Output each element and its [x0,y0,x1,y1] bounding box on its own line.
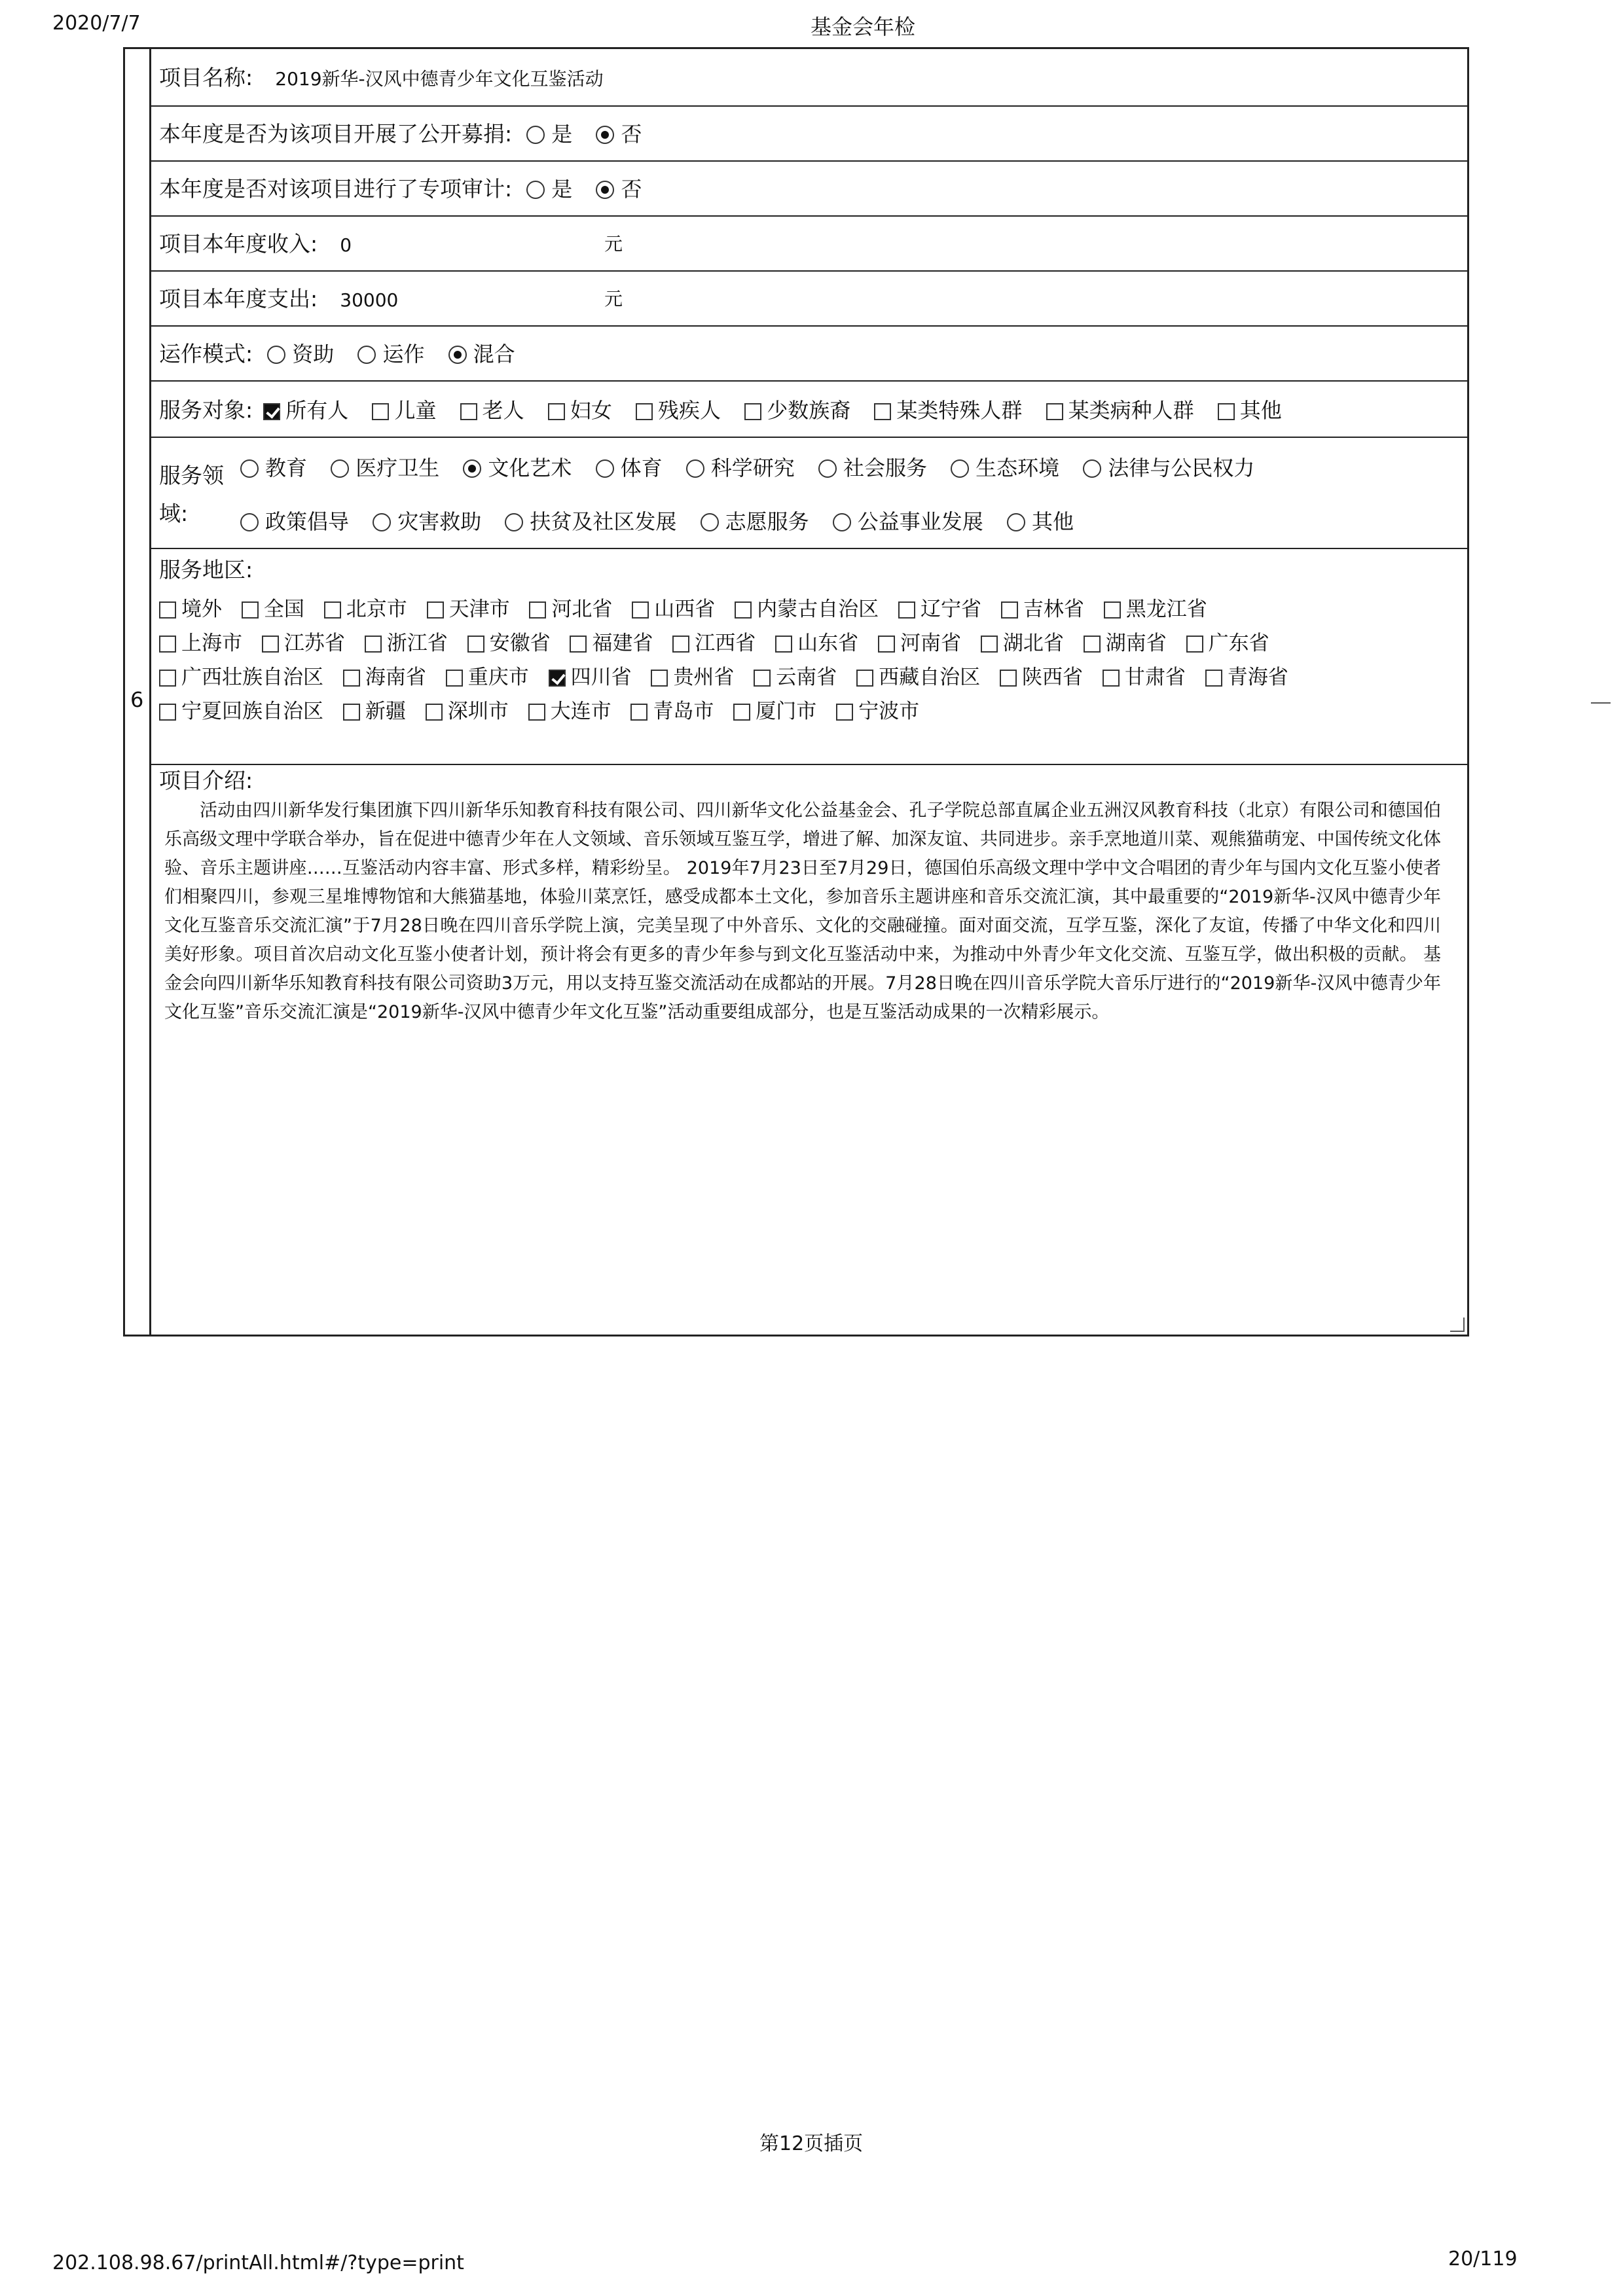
project-name-value: 2019新华-汉风中德青少年文化互鉴活动 [275,68,604,90]
page-title: 基金会年检 [811,14,916,39]
print-date: 2020/7/7 [52,12,141,35]
checkbox[interactable] [1104,601,1121,619]
row-number: 6 [130,687,144,712]
checkbox[interactable] [1205,670,1222,687]
income-value: 0 [340,234,352,256]
checkbox[interactable] [529,601,546,619]
checkbox[interactable] [324,601,341,619]
checkbox[interactable] [1218,403,1235,420]
checkbox[interactable] [1103,670,1120,687]
project-name-label: 项目名称: [159,65,253,90]
resize-handle[interactable] [1450,1318,1465,1332]
checkbox[interactable] [460,403,477,420]
checkbox[interactable] [467,636,484,653]
operation-mode-row: 运作模式: 资助 运作 混合 [151,327,1467,382]
service-field-label-1: 服务领 [159,463,224,488]
radio[interactable] [1083,459,1101,478]
checkbox[interactable] [874,403,891,420]
radio-operation[interactable] [357,346,376,364]
checkbox[interactable] [159,704,176,721]
checkbox[interactable] [570,636,587,653]
checkbox-checked[interactable] [263,403,280,420]
checkbox[interactable] [898,601,915,619]
checkbox[interactable] [636,403,653,420]
project-intro-label: 项目介绍: [159,768,253,793]
radio-selected[interactable] [463,459,481,478]
checkbox[interactable] [651,670,668,687]
service-target-row: 服务对象: 所有人 儿童 老人 妇女 残疾人 少数族裔 某类特殊人群 某类病种人群 其他 [151,382,1467,438]
radio[interactable] [240,513,259,531]
radio[interactable] [373,513,391,531]
service-region-label: 服务地区: [159,557,253,583]
checkbox[interactable] [426,704,443,721]
radio-no-selected[interactable] [596,181,614,199]
radio-yes[interactable] [526,181,545,199]
checkbox[interactable] [159,601,176,619]
project-intro-row [151,765,1467,1335]
public-fundraising-row: 本年度是否为该项目开展了公开募捐: 是 否 [151,107,1467,162]
project-name-row [151,49,1467,107]
radio[interactable] [505,513,523,531]
public-fundraising-label: 本年度是否为该项目开展了公开募捐: [159,121,513,147]
checkbox[interactable] [1046,403,1063,420]
checkbox[interactable] [548,403,565,420]
checkbox[interactable] [672,636,689,653]
radio-funding[interactable] [267,346,285,364]
checkbox[interactable] [1001,601,1018,619]
special-audit-label: 本年度是否对该项目进行了专项审计: [159,176,513,202]
special-audit-row: 本年度是否对该项目进行了专项审计: 是 否 [151,162,1467,217]
expense-label: 项目本年度支出: [159,286,318,312]
expense-row [151,272,1467,327]
income-row [151,217,1467,272]
checkbox[interactable] [372,403,389,420]
checkbox[interactable] [159,670,176,687]
checkbox[interactable] [242,601,259,619]
checkbox[interactable] [343,704,360,721]
insert-page-label: 第12页插页 [759,2132,864,2155]
service-field-row: 服务领 域: 教育 医疗卫生 文化艺术 体育 科学研究 社会服务 生态环境 法律与公民权力 政策倡导 灾害救助 扶贫及社区发展 志愿服务 公益事业发展 其他 [151,438,1467,549]
checkbox[interactable] [630,704,647,721]
margin-mark [1591,702,1611,704]
checkbox[interactable] [343,670,360,687]
checkbox[interactable] [528,704,545,721]
income-unit: 元 [604,233,623,255]
radio[interactable] [686,459,704,478]
radio-no-selected[interactable] [596,126,614,144]
checkbox[interactable] [744,403,761,420]
radio[interactable] [240,459,259,478]
page-counter: 20/119 [1448,2248,1518,2270]
checkbox[interactable] [878,636,895,653]
service-field-label-2: 域: [159,501,189,526]
expense-value: 30000 [340,289,399,311]
service-region-row: 服务地区: 境外 全国 北京市 天津市 河北省 山西省 内蒙古自治区 辽宁省 吉林省 黑龙江省 上海市 江苏省 浙江省 安徽省 福建省 江西省 山东省 河南省 湖北省 湖南省 广东省 广西壮族自治区 海南省 重庆市 四川省 贵州省 云南省 西藏自治区 陕西省 甘肃省 青海省 宁夏回族自治区 新疆 深圳市 大连市 青岛市 厦门市 宁波市 [151,549,1467,765]
checkbox[interactable] [754,670,771,687]
radio[interactable] [596,459,614,478]
checkbox[interactable] [836,704,853,721]
page-url: 202.108.98.67/printAll.html#/?type=print [52,2251,464,2274]
radio[interactable] [701,513,719,531]
checkbox[interactable] [733,704,750,721]
checkbox[interactable] [262,636,279,653]
checkbox[interactable] [981,636,998,653]
checkbox-checked[interactable] [549,670,566,687]
expense-unit: 元 [604,288,623,310]
radio[interactable] [833,513,851,531]
checkbox[interactable] [632,601,649,619]
project-form [123,47,1469,1336]
checkbox[interactable] [1186,636,1203,653]
checkbox[interactable] [427,601,444,619]
checkbox[interactable] [735,601,752,619]
income-label: 项目本年度收入: [159,231,318,257]
checkbox[interactable] [1084,636,1101,653]
checkbox[interactable] [1000,670,1017,687]
radio-yes[interactable] [526,126,545,144]
operation-mode-label: 运作模式: [159,341,253,367]
service-target-label: 服务对象: [159,397,253,423]
checkbox[interactable] [365,636,382,653]
radio[interactable] [951,459,969,478]
radio[interactable] [331,459,349,478]
checkbox[interactable] [159,636,176,653]
row-number-column [125,49,151,1335]
project-intro-text: 活动由四川新华发行集团旗下四川新华乐知教育科技有限公司、四川新华文化公益基金会、孔子学院总部直属企业五洲汉风教育科技（北京）有限公司和德国伯乐高级文理中学联合举办，旨在促进中德青少年在人文领域、音乐领域互鉴互学，增进了解、加深友谊、共同进步。亲手烹地道川菜、观熊猫萌宠、中国传统文化体验、音乐主题讲座……互鉴活动内容丰富、形式多样，精彩纷呈。 2019年7月23日至7月29日，德国伯乐高级文理中学中文合唱团的青少年与国内文化互鉴小使者们相聚四川，参观三星堆博物馆和大熊猫基地，体验川菜烹饪，感受成都本土文化，参加音乐主题讲座和音乐交流汇演，其中最重要的“2019新华-汉风中德青少年文化互鉴音乐交流汇演”于7月28日晚在四川音乐学院上演，完美呈现了中外音乐、文化的交融碰撞。面对面交流，互学互鉴，深化了友谊，传播了中华文化和四川美好形象。项目首次启动文化互鉴小使者计划，预计将会有更多的青少年参与到文化互鉴活动中来，为推动中外青少年文化交流、互鉴互学，做出积极的贡献。 基金会向四川新华乐知教育科技有限公司资助3万元，用以支持互鉴交流活动在成都站的开展。7月28日晚在四川音乐学院大音乐厅进行的“2019新华-汉风中德青少年文化互鉴”音乐交流汇演是“2019新华-汉风中德青少年文化互鉴”活动重要组成部分，也是互鉴活动成果的一次精彩展示。 [164,800,1441,1022]
checkbox[interactable] [775,636,792,653]
radio-mixed-selected[interactable] [448,346,467,364]
checkbox[interactable] [856,670,873,687]
radio[interactable] [1007,513,1025,531]
radio[interactable] [818,459,837,478]
checkbox[interactable] [446,670,463,687]
